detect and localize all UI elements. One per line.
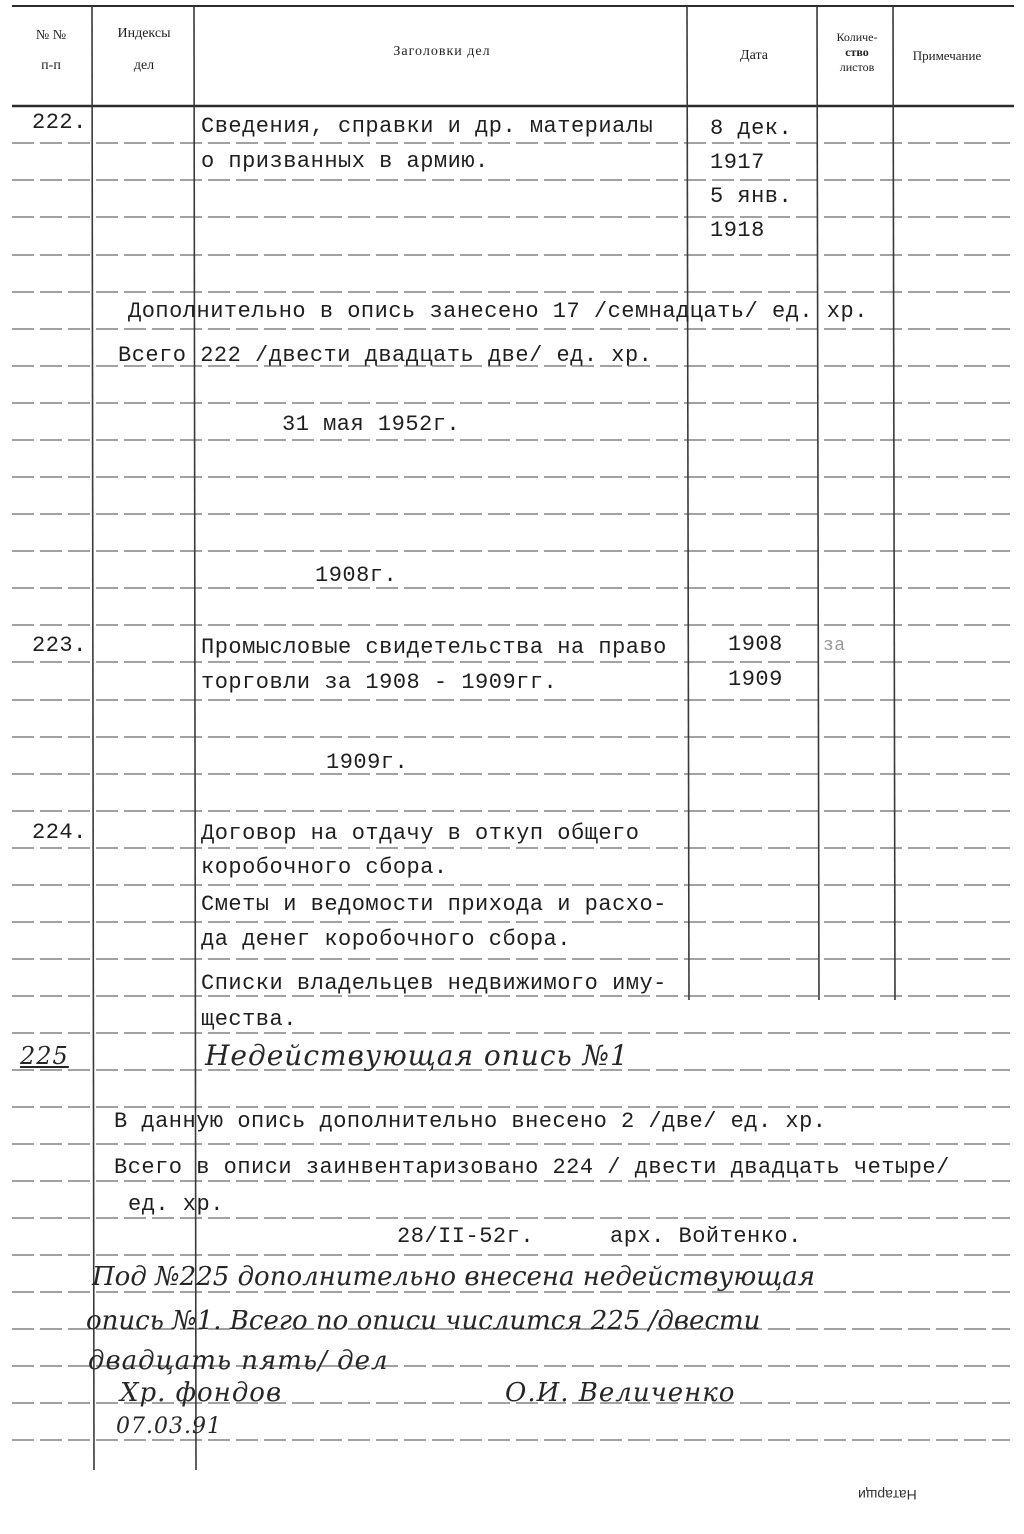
entry-223-bleed: за <box>823 636 846 656</box>
summary-1-total: Всего 222 /двести двадцать две/ ед. хр. <box>118 343 653 368</box>
col-header-count-2: ство <box>845 45 869 59</box>
entry-224-title-line6: щества. <box>201 1007 297 1032</box>
entry-223-date-1: 1908 <box>728 632 783 657</box>
entry-224-title-line5: Списки владельцев недвижимого иму- <box>201 971 667 996</box>
entry-222-title-line1: Сведения, справки и др. материалы <box>201 114 654 139</box>
entry-224-title-line1: Договор на отдачу в откуп общего <box>201 821 640 846</box>
col-header-index-label: Индексы <box>117 26 171 41</box>
handwritten-note-line4-right: О.И. Величенко <box>505 1378 736 1408</box>
col-header-title: Заголовки дел <box>393 44 491 59</box>
entry-222-number: 222. <box>32 110 87 135</box>
summary-1-added: Дополнительно в опись занесено 17 /семнадцать/ ед. хр. <box>128 299 868 324</box>
col-header-note: Примечание <box>912 48 982 63</box>
entry-222-title-line2: о призванных в армию. <box>201 149 489 174</box>
handwritten-note-line4-left: Хр. фондов <box>120 1378 283 1408</box>
handwritten-note-line2: опись №1. Всего по описи числится 225 /двести <box>86 1306 761 1336</box>
col-header-count-3: листов <box>839 60 875 74</box>
handwritten-note-line3: двадцать пять/ дел <box>88 1346 389 1376</box>
summary-2-added: В данную опись дополнительно внесено 2 /две/ ед. хр. <box>114 1109 827 1134</box>
entry-222-date-2: 1917 <box>710 150 765 175</box>
handwritten-note-line1: Под №225 дополнительно внесена недействующая <box>92 1262 815 1292</box>
handwritten-note-line5: 07.03.91 <box>116 1414 222 1439</box>
col-header-index <box>98 26 190 74</box>
year-heading-1908: 1908г. <box>315 563 398 588</box>
summary-2-signature: арх. Войтенко. <box>610 1224 802 1249</box>
col-header-date: Дата <box>740 48 768 63</box>
entry-224-title-line4: да денег коробочного сбора. <box>201 927 571 952</box>
entry-223-title-line2: торговли за 1908 - 1909гг. <box>201 670 558 695</box>
entry-224-title-line3: Сметы и ведомости прихода и расхо- <box>201 892 667 917</box>
col-header-count <box>819 30 895 75</box>
col-header-number <box>18 28 84 74</box>
col-header-number-label: № № <box>35 28 67 43</box>
entry-225-title: Недействующая опись №1 <box>205 1039 629 1072</box>
entry-223-date-2: 1909 <box>728 667 783 692</box>
summary-2-date: 28/II-52г. <box>397 1224 535 1249</box>
year-heading-1909: 1909г. <box>326 750 409 775</box>
entry-222-date-4: 1918 <box>710 218 765 243</box>
summary-1-date: 31 мая 1952г. <box>282 412 461 437</box>
entry-224-number: 224. <box>32 820 87 845</box>
entry-223-number: 223. <box>32 633 87 658</box>
entry-223-title-line1: Промысловые свидетельства на право <box>201 635 667 660</box>
entry-224-title-line2: коробочного сбора. <box>201 855 448 880</box>
footer-mark: Натарщи <box>858 1487 917 1503</box>
summary-2-total-line2: ед. хр. <box>128 1192 224 1217</box>
entry-222-date-1: 8 дек. <box>710 116 793 141</box>
col-header-count-1: Количе- <box>836 30 878 44</box>
entry-225-number: 225 <box>20 1042 69 1070</box>
entry-222-date-3: 5 янв. <box>710 184 793 209</box>
summary-2-total-line1: Всего в описи заинвентаризовано 224 / двести двадцать четыре/ <box>114 1155 950 1180</box>
col-header-number-sub: п-п <box>41 58 61 73</box>
col-header-index-sub: дел <box>133 58 155 73</box>
